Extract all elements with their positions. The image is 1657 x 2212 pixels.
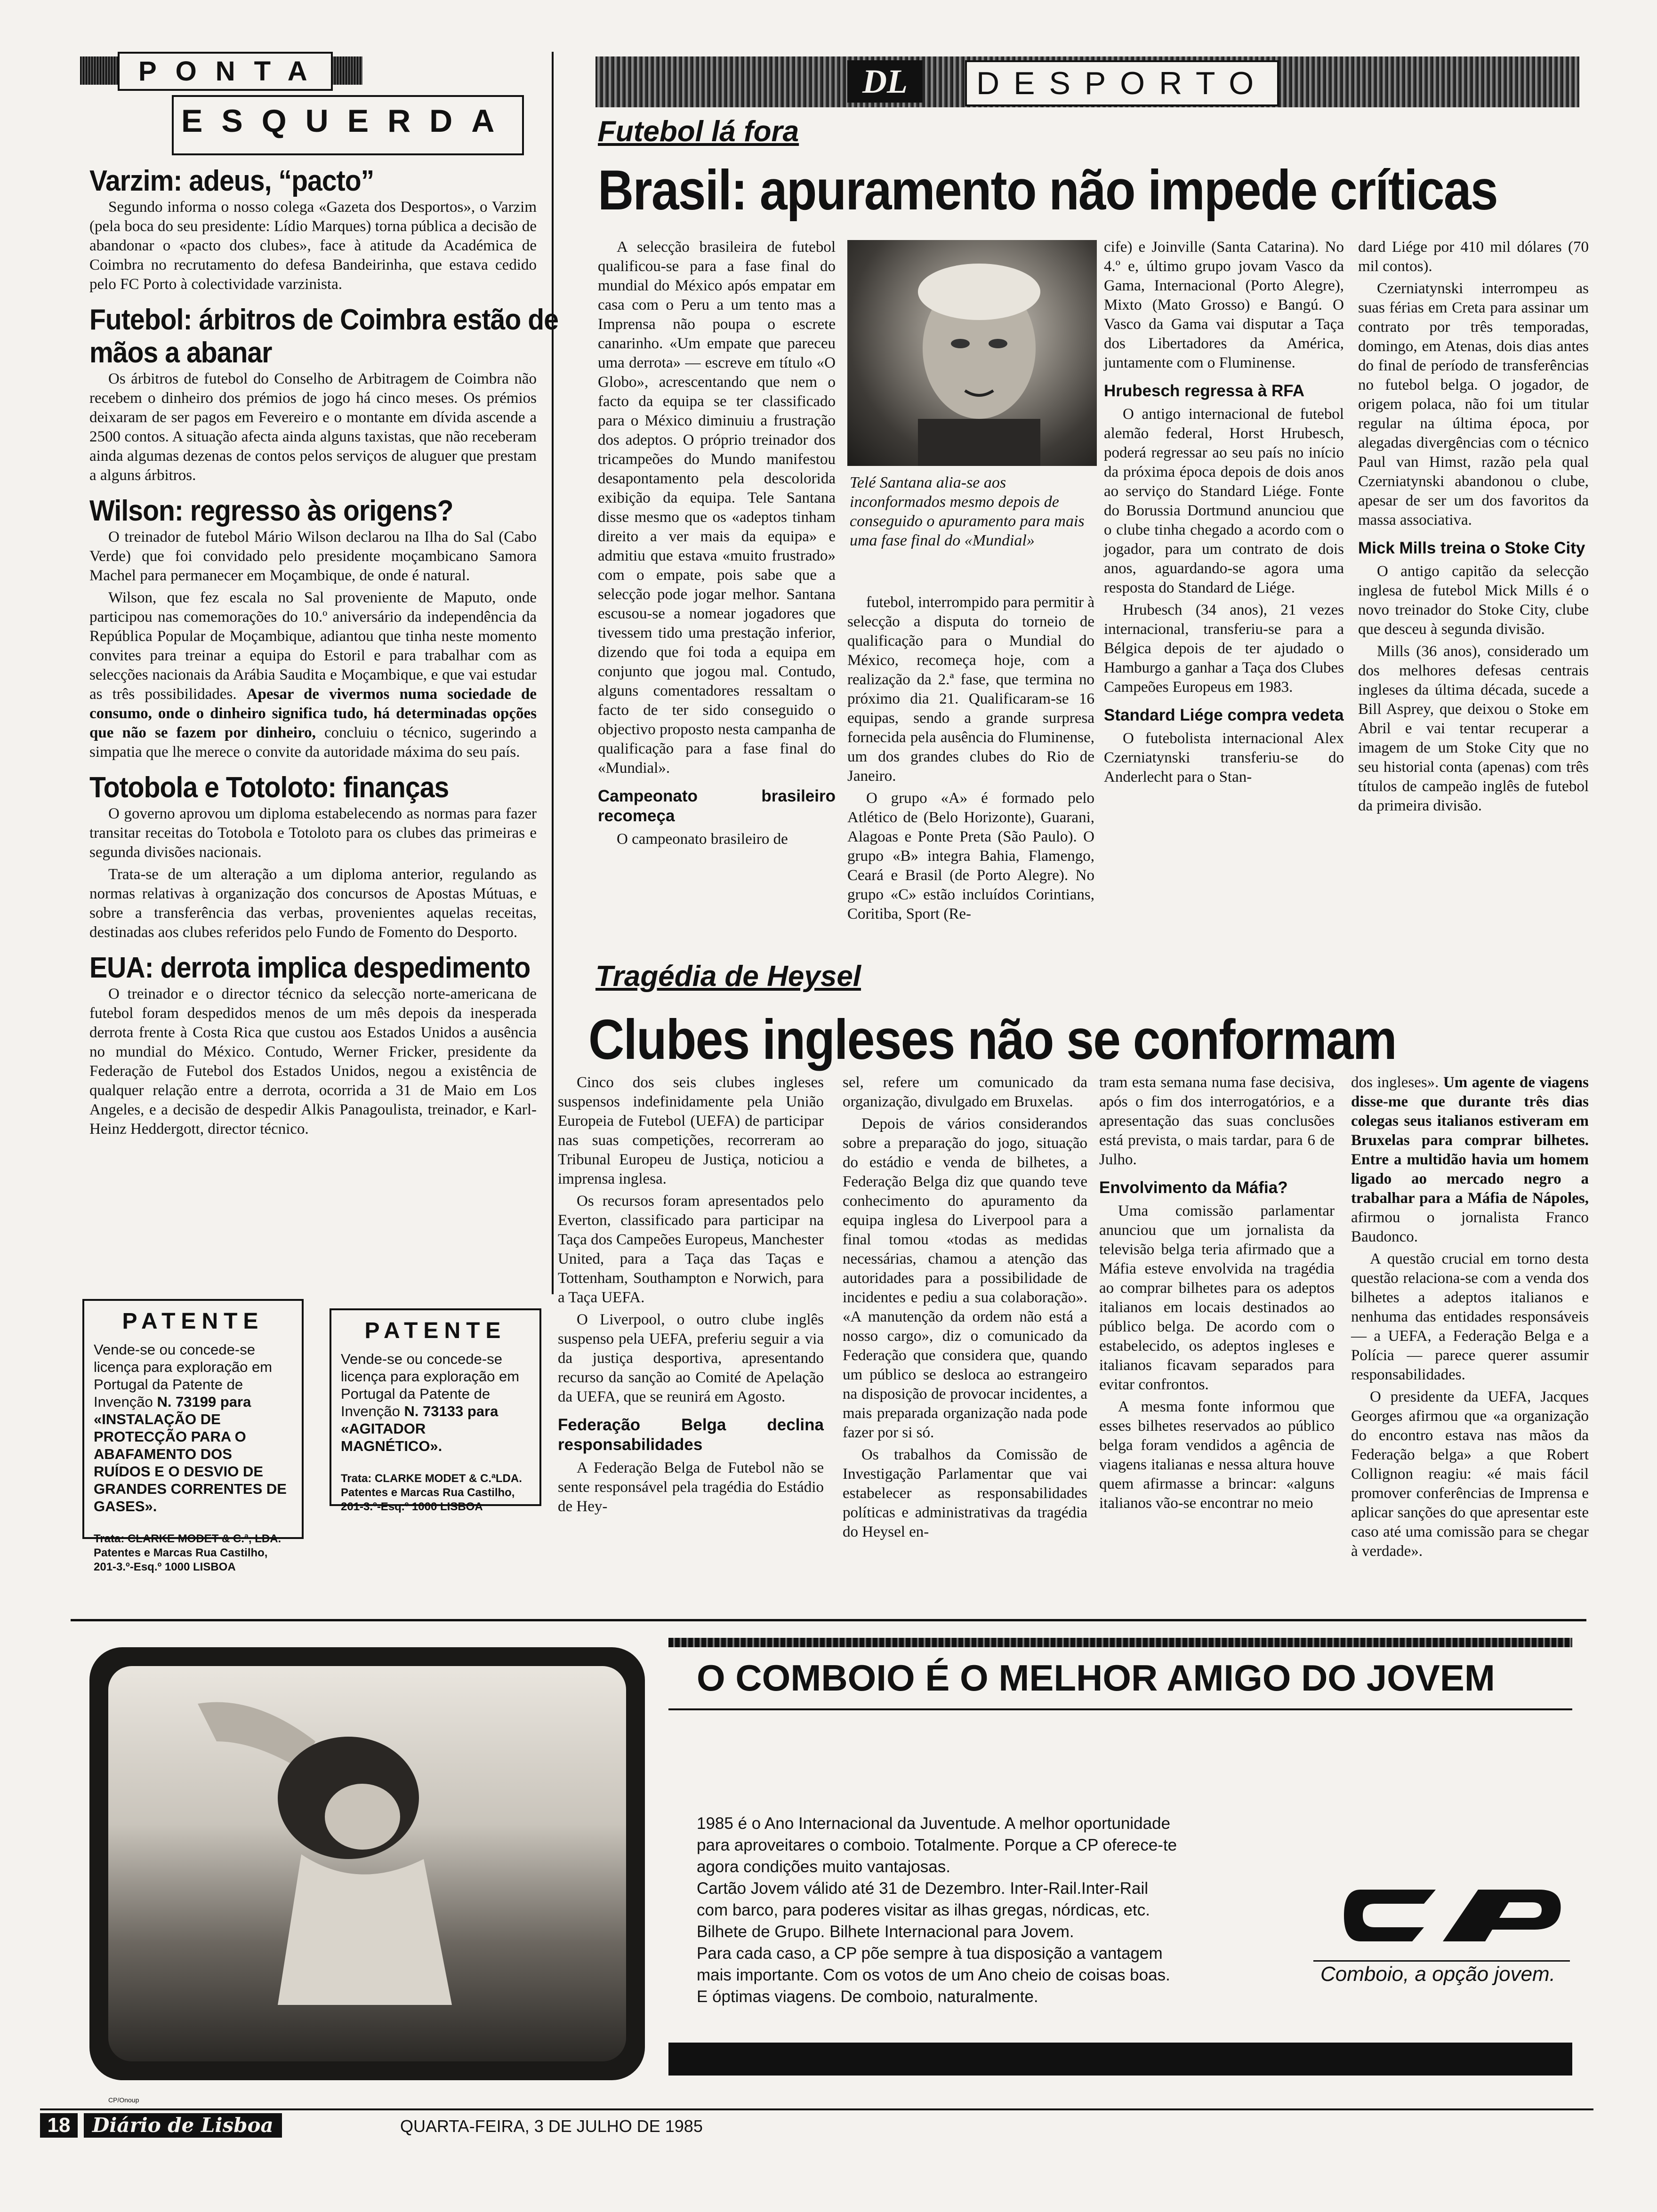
cp-ad [71, 1633, 1586, 2104]
dl-logo: DL [847, 60, 923, 103]
wilson-text-2c: concluiu o técnico, sugerindo a simpatia que lhe merece o convite da autoridade máxima do seu país. [89, 724, 537, 761]
footer-paper-name: Diário de Lisboa [84, 2113, 282, 2138]
brasil-sub-mills: Mick Mills treina o Stoke City [1358, 539, 1585, 557]
wilson-body [89, 528, 537, 762]
young-woman-figure [160, 1675, 537, 2052]
varzim-body [89, 198, 537, 294]
esquerda-word: ESQUERDA [181, 103, 514, 139]
patent-1-intro: Vende-se ou concede-se licença para exploração em Portugal da Patente de Invenção [94, 1341, 273, 1410]
heysel-col2c-text: Os trabalhos da Comissão de Investigação Parlamentar que vai estabelecer as responsabilidades políticas e administrativas da tragédia do Heysel en- [843, 1446, 1087, 1540]
patent-2-body [341, 1350, 530, 1455]
heysel-kicker: Tragédia de Heysel [595, 960, 861, 993]
brasil-col-1 [598, 238, 836, 852]
heysel-col1-text: Cinco dos seis clubes ingleses suspensos indefinidamente pela União Europeia de Futebol (UEFA) de participar nas suas competições, recorreram ao Tribunal Europeu de Justiça, noticiou a imprensa inglesa. [558, 1074, 824, 1187]
brasil-col3b-text: O antigo internacional de futebol alemão federal, Horst Hrubesch, poderá regressar ao seu país no início da próxima época depois de dois anos ao serviço do Standard Liége. Fonte do Borussia Dortmund anunciou que o clube tinha chegado a acordo com o jogador, para um contrato de dois anos, aguardando-se agora uma resposta do Standard de Liége. [1104, 406, 1344, 596]
patent-1-body [94, 1341, 292, 1515]
patent-2-title: PATENTE [364, 1318, 507, 1343]
santana-photo [847, 240, 1097, 466]
heysel-col1d-text: A Federação Belga de Futebol não se sente responsável pela tragédia do Estádio de Hey- [558, 1459, 824, 1515]
heysel-col4d-text: A questão crucial em torno desta questão relaciona-se com a venda dos bilhetes a adeptos italianos e nenhuma das entidades responsáveis — a UEFA, a Federação Belga e a Polícia — parece querer assumir responsabilidades. [1351, 1250, 1589, 1383]
wilson-text-2a: Wilson, que fez escala no Sal proveniente de Maputo, onde participou nas comemorações do 10.º aniversário da independência da República Popular de Moçambique, adiantou que tinha neste momento convites para treinar a equipa do Estoril e para trabalhar com as selecções nacionais da Arábia Saudita e Moçambique, e que vai estudar as três possibilidades. [89, 589, 537, 703]
ponta-word [118, 52, 333, 91]
heysel-col1b-text: Os recursos foram apresentados pelo Everton, classificado para participar na Taça dos Campeões Europeus, Manchester United, para a Taça das Taças e Tottenham, Southampton e Norwich, para a Taça UEFA. [558, 1193, 824, 1306]
footer-date: QUARTA-FEIRA, 3 DE JULHO DE 1985 [400, 2116, 703, 2136]
brasil-col4d-text: Mills (36 anos), considerado um dos melhores defesas centrais ingleses da última década, sucede a Bill Asprey, que deixou o Stoke em Abril e vai tentar recuperar a imagem de um Stoke City que no seu historial conta (apenas) com três títulos de campeão inglês de futebol da primeira divisão. [1358, 643, 1589, 814]
brasil-sub-hrubesch: Hrubesch regressa à RFA [1104, 382, 1305, 400]
brasil-headline: Brasil: apuramento não impede críticas [598, 159, 1497, 222]
ad-line: mais importante. Com os votos de um Ano cheio de coisas boas. [697, 1966, 1170, 1984]
heysel-col4-quote: Um agente de viagens disse-me que durante três dias colegas seus italianos estiveram em Bruxelas para comprar bilhetes. Entre a multidão havia um homem ligado ao mercado negro a trabalhar para a Máfia de Nápoles, [1351, 1074, 1589, 1207]
ad-line: com barco, para poderes visitar as ilhas gregas, nórdicas, etc. [697, 1901, 1150, 1919]
brasil-kicker: Futebol lá fora [598, 115, 799, 148]
heysel-headline: Clubes ingleses não se conformam [588, 1008, 1396, 1071]
brasil-col4c-text: O antigo capitão da selecção inglesa de futebol Mick Mills é o novo treinador do Stoke City, clube que desceu à segunda divisão. [1358, 563, 1589, 638]
left-column [89, 165, 559, 1142]
patent-1-number: N. 73199 para «INSTALAÇÃO DE PROTECÇÃO PARA O ABAFAMENTO DOS RUÍDOS E O DESVIO DE GRANDES CORRENTES DE GASES». [94, 1394, 287, 1515]
heysel-col4a: dos ingleses». [1351, 1074, 1443, 1091]
totobola-headline: Totobola e Totoloto: finanças [89, 771, 449, 804]
heysel-col-1 [558, 1073, 824, 1519]
brasil-col3c-text: Hrubesch (34 anos), 21 vezes internacional, transferiu-se para a Bélgica depois de ter ajudado o Hamburgo a ganhar a Taça dos Clubes Campeões Europeus em 1983. [1104, 601, 1344, 696]
totobola-text-1: O governo aprovou um diploma estabelecendo as normas para fazer transitar receitas do Totobola e Totoloto para os clubes das primeiras e segunda divisões nacionais. [89, 805, 537, 861]
footer-rule [40, 2108, 1593, 2110]
ad-line: E óptimas viagens. De comboio, naturalmente. [697, 1988, 1038, 2006]
ad-top-rule [71, 1619, 1586, 1621]
ad-line: Para cada caso, a CP põe sempre à tua disposição a vantagem [697, 1944, 1163, 1963]
brasil-col-3 [1104, 238, 1344, 790]
wilson-text-1: O treinador de futebol Mário Wilson declarou na Ilha do Sal (Cabo Verde) que foi convidado pelo presidente moçambicano Samora Machel para permanecer em Moçambique, de onde é natural. [89, 529, 537, 584]
train-window-photo [89, 1647, 645, 2104]
heysel-col2b-text: Depois de vários considerandos sobre a preparação do jogo, situação do estádio e venda de bilhetes, a Federação Belga diz que quando teve conhecimento do apuramento da equipa inglesa do Liverpool para a final tomou «todas as medidas necessárias, chamou a atenção das autoridades para a possibilidade de incidentes e pediu a sua colaboração». «A manutenção da ordem não está a nosso cargo», diz o comunicado da Federação que considera que, quando um público se desloca ao estrangeiro na disposição de provocar incidentes, a mais preparada organização nada pode fazer por si só. [843, 1115, 1087, 1441]
heysel-col4e-text: O presidente da UEFA, Jacques Georges afirmou que «a organização do encontro estava nas mãos da Federação belga» a que Robert Collignon reagiu: «é mais fácil promover conferências de Imprensa e aplicar sanções do que apresentar este caso até uma comissão para se chegar à verdade». [1351, 1388, 1589, 1560]
desporto-word: DESPORTO [965, 60, 1279, 106]
brasil-col4-text: dard Liége por 410 mil dólares (70 mil contos). [1358, 239, 1589, 275]
ad-line: para aproveitares o comboio. Totalmente. Porque a CP oferece-te [697, 1836, 1177, 1854]
santana-portrait [847, 240, 1097, 466]
heysel-col-4 [1351, 1073, 1589, 1564]
ad-headline: O COMBOIO É O MELHOR AMIGO DO JOVEM [697, 1657, 1495, 1699]
ad-headline-top-band [668, 1638, 1572, 1647]
heysel-col1c-text: O Liverpool, o outro clube inglês suspenso pela UEFA, preferiu seguir a via da justiça desportiva, apresentando recurso da sanção ao Comité de Apelação da UEFA, que se reunirá em Agosto. [558, 1311, 824, 1405]
varzim-headline: Varzim: adeus, “pacto” [89, 165, 374, 197]
ad-body [697, 1813, 1403, 2008]
wilson-text-2 [89, 588, 537, 762]
heysel-sub-federacao: Federação Belga declina responsabilidades [558, 1416, 824, 1454]
brasil-col-2 [847, 593, 1094, 927]
brasil-col1-text: A selecção brasileira de futebol qualificou-se para a fase final do mundial do México após empatar em casa com o Peru a um tento mas a Imprensa não poupa o escrete canarinho. «Um empate que pareceu uma derrota» — escreve em título «O Globo», acrescentando que nem o facto da equipa se ter classificado para o México diminuiu a frustração dos adeptos. O próprio treinador dos tricampeões do Mundo manifestou desapontamento pela descolorida exibição da equipa. Tele Santana disse mesmo que os «adeptos tinham direito a ver mais da equipa» e admitiu que estava «muito frustrado» com o empate, pois sabe que a selecção pode jogar melhor. Santana escusou-se a nomear jogadores que tivessem tido uma prestação inferior, dizendo que foi toda a equipa em conjunto que jogou mal. Contudo, alguns comentadores ressaltam o facto de ter sido conseguido o objectivo proposto nesta campanha de qualificação para a fase final do «Mundial». [598, 239, 836, 777]
cp-slogan: Comboio, a opção jovem. [1320, 1963, 1555, 1986]
totobola-body [89, 804, 537, 942]
patent-2-contact: Trata: CLARKE MODET & C.ªLDA. Patentes e Marcas Rua Castilho, 201-3.º-Esq.º 1000 LISBOA [341, 1472, 522, 1513]
ad-line: agora condições muito vantajosas. [697, 1858, 950, 1876]
cp-logo [1342, 1883, 1568, 1948]
ad-line: Cartão Jovem válido até 31 de Dezembro. Inter-Rail.Inter-Rail [697, 1879, 1149, 1898]
brasil-col2-text: futebol, interrompido para permitir à selecção a disputa do torneio de qualificação para o Mundial do México, recomeça hoje, com a realização da 2.ª fase, que termina no próximo dia 21. Qualificaram-se 16 equipas, sendo a grande surpresa fornecida pela ausência do Fluminense, um dos grandes clubes do Rio de Janeiro. [847, 594, 1094, 785]
ad-line: 1985 é o Ano Internacional da Juventude. A melhor oportunidade [697, 1814, 1171, 1833]
wilson-headline: Wilson: regresso às origens? [89, 495, 453, 527]
brasil-sub-campeonato: Campeonato brasileiro recomeça [598, 787, 836, 825]
arbitros-text: Os árbitros de futebol do Conselho de Arbitragem de Coimbra não recebem o dinheiro dos prémios de jogo há cinco meses. Os prémios deixaram de ser pagos em Fevereiro e o montante em dívida ascende a 2500 contos. A situação afecta ainda alguns taxistas, que não receberam ainda algumas dezenas de contos pelos serviços de aluguer que prestam a alguns árbitros. [89, 370, 537, 484]
patent-box-1 [82, 1299, 304, 1573]
patent-2-intro: Vende-se ou concede-se licença para exploração em Portugal da Patente de Invenção [341, 1351, 520, 1419]
totobola-text-2: Trata-se de um alteração a um diploma anterior, regulando as normas relativas à organização dos concursos de Apostas Mútuas, e sobre a transferência das verbas, provenientes aquelas receitas, destinadas aos clubes referidos pelo Fundo de Fomento do Desporto. [89, 866, 537, 941]
heysel-col3b-text: Uma comissão parlamentar anunciou que um jornalista da televisão belga teria afirmado que a Máfia esteve envolvida na tragédia ao comprar bilhetes para os adeptos italianos em locais destinados ao público belga. De acordo com o estabelecido, os adeptos ingleses e italianos ficavam separados para evitar confrontos. [1099, 1202, 1335, 1393]
arbitros-headline: Futebol: árbitros de Coimbra estão de mãos a abanar [89, 304, 559, 369]
varzim-text: Segundo informa o nosso colega «Gazeta dos Desportos», o Varzim (pela boca do seu presidente: Lídio Marques) torna pública a decisão de abandonar o «pacto dos clubes», face à atitude da Académica de Coimbra no recrutamento do defesa Bandeirinha, que estava cedido pelo FC Porto à colectividade varzinista. [89, 199, 537, 293]
ad-headline-rule [668, 1708, 1572, 1710]
brasil-col4b-text: Czerniatynski interrompeu as suas férias em Creta para assinar um contrato por três temporadas, domingo, em Atenas, dois dias antes do final de período de transferências no futebol belga. O jogador, de origem polaca, não foi um titular regular na última época, por alegadas divergências com o técnico Paul van Himst, razão pela qual Czerniatynski abandonou o clube, apesar de ser um dos favoritos da massa associativa. [1358, 280, 1589, 529]
arbitros-body [89, 369, 537, 485]
ad-line: Bilhete de Grupo. Bilhete Internacional para Jovem. [697, 1923, 1074, 1941]
heysel-col3c-text: A mesma fonte informou que esses bilhetes reservados ao público belga foram vendidos a agência de viagens italianas e nessa altura houve quem afirmasse a brincar: «alguns italianos vão-se encontrar no meio [1099, 1398, 1335, 1512]
column-divider [552, 52, 554, 1294]
cp-logo-mark [1342, 1883, 1568, 1948]
heysel-col2-text: sel, refere um comunicado da organização, divulgado em Bruxelas. [843, 1074, 1087, 1110]
brasil-col3d-text: O futebolista internacional Alex Czerniatynski transferiu-se do Anderlecht para o Stan- [1104, 730, 1344, 785]
brasil-col-4 [1358, 238, 1589, 818]
patent-1-title: PATENTE [122, 1309, 264, 1334]
ad-bottom-bar [668, 2043, 1572, 2076]
brasil-col2b-text: O grupo «A» é formado pelo Atlético de (Belo Horizonte), Guarani, Alagoas e Ponte Preta (São Paulo). O grupo «B» integra Bahia, Flamengo, Ceará e Brasil (de Porto Alegre). No grupo «C» estão incluídos Corintians, Coritiba, Sport (Re- [847, 790, 1094, 922]
heysel-col3-text: tram esta semana numa fase decisiva, após o fim dos interrogatórios, e a apresentação das suas conclusões está prevista, o mais tardar, para 6 de Julho. [1099, 1074, 1335, 1168]
slogan-rule [1313, 1960, 1570, 1962]
patent-1-contact: Trata: CLARKE MODET & C.ª, LDA. Patentes e Marcas Rua Castilho, 201-3.º-Esq.º 1000 LISBOA [94, 1532, 282, 1573]
heysel-col4c: afirmou o jornalista Franco Baudonco. [1351, 1209, 1589, 1245]
patent-box-2 [330, 1308, 541, 1513]
eua-headline: EUA: derrota implica despedimento [89, 952, 531, 984]
brasil-sub-standard: Standard Liége compra vedeta [1104, 706, 1344, 724]
footer-page-number: 18 [40, 2113, 78, 2138]
heysel-col-3 [1099, 1073, 1335, 1516]
patent-2-number: N. 73133 para «AGITADOR MAGNÉTICO». [341, 1403, 499, 1454]
eua-body [89, 985, 537, 1139]
brasil-col1b-text: O campeonato brasileiro de [617, 831, 788, 848]
eua-text: O treinador e o director técnico da selecção norte-americana de futebol foram despedidos menos de um mês depois da inesperada derrota frente à Costa Rica que custou aos Estados Unidos a ausência no mundial do México. Contudo, Werner Fricker, presidente da Federação de Futebol dos Estados Unidos, negou a existência de qualquer relação entre a derrota, ocorrida a 31 de Maio em Los Angeles, e a decisão de despedir Alkis Panagoulista, treinador, e Karl-Heinz Heddergott, director técnico. [89, 986, 537, 1138]
heysel-col-2 [843, 1073, 1087, 1545]
brasil-col3-text: cife) e Joinville (Santa Catarina). No 4.º e, último grupo jovam Vasco da Gama, Internacional (Porto Alegre), Mixto (Mato Grosso) e Bangú. O Vasco da Gama vai disputar a Taça dos Libertadores da América, juntamente com o Fluminense. [1104, 239, 1344, 371]
ponta-label: PONTA [118, 52, 333, 91]
heysel-sub-mafia: Envolvimento da Máfia? [1099, 1178, 1288, 1197]
santana-caption: Telé Santana alia-se aos inconformados mesmo depois de conseguido o apuramento para mais uma fase final do «Mundial» [850, 474, 1085, 549]
ponta-esquerda-logo [80, 52, 532, 158]
heysel-col4-text [1351, 1073, 1589, 1247]
wilson-quote: Apesar de vivermos numa sociedade de consumo, onde o dinheiro significa tudo, há determinadas opções que não se fazem por dinheiro, [89, 686, 537, 741]
photo-credit: CP/Onoup [108, 2096, 139, 2104]
